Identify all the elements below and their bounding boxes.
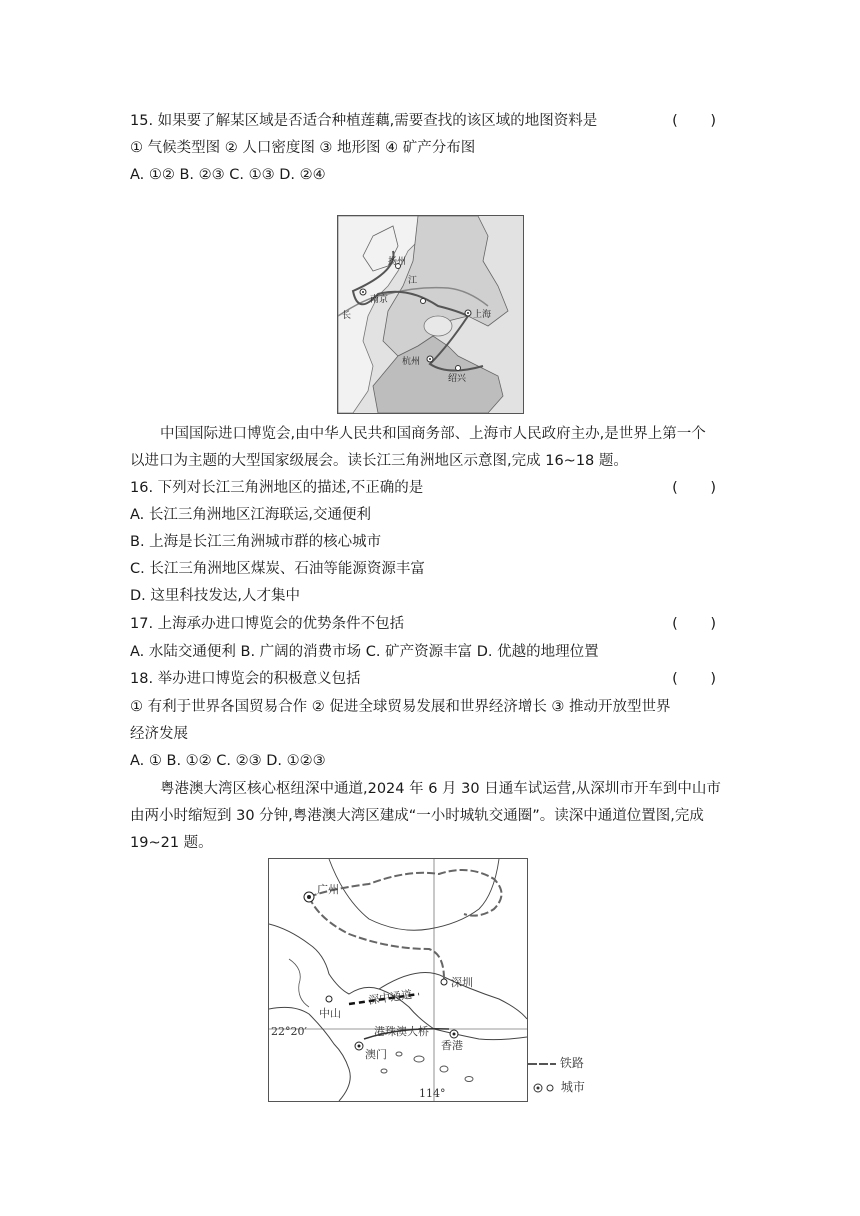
question-16-option-c: C. 长江三角洲地区煤炭、石油等能源资源丰富	[130, 561, 425, 577]
city-shaoxing-marker	[456, 366, 461, 371]
island	[440, 1066, 448, 1072]
question-16-option-a: A. 长江三角洲地区江海联运,交通便利	[130, 507, 371, 523]
intro-16-18-line1: 中国国际进口博览会,由中华人民共和国商务部、上海市人民政府主办,是世界上第一个	[160, 426, 706, 442]
city-nanjing-dot	[362, 291, 364, 293]
intro-19-21-line3: 19~21 题。	[130, 835, 213, 851]
question-18-stem	[130, 669, 730, 689]
label-longitude: 114°	[419, 1087, 446, 1100]
coastline-west	[269, 1007, 350, 1101]
yangtze-delta-map-svg	[338, 216, 523, 413]
city-hongkong-dot	[453, 1033, 456, 1036]
island	[465, 1077, 473, 1082]
taihu-lake	[424, 316, 452, 336]
river-outline	[329, 859, 499, 930]
label-chang: 长	[342, 311, 352, 321]
label-hangzhou: 杭州	[402, 357, 421, 367]
label-hongkong: 香港	[441, 1039, 463, 1052]
question-16-option-d: D. 这里科技发达,人才集中	[130, 588, 300, 604]
question-16-stem	[130, 478, 730, 498]
question-15-items: ① 气候类型图 ② 人口密度图 ③ 地形图 ④ 矿产分布图	[130, 140, 476, 156]
city-shenzhen-marker	[441, 979, 447, 985]
shenzhong-link-map	[268, 858, 528, 1102]
answer-bracket: ( )	[672, 480, 730, 496]
label-nanjing: 南京	[370, 295, 389, 305]
legend-city-label: 城市	[560, 1080, 585, 1094]
label-macau: 澳门	[365, 1048, 387, 1061]
question-text: 16. 下列对长江三角洲地区的描述,不正确的是	[130, 480, 424, 496]
label-shenzhen: 深圳	[451, 976, 473, 989]
question-17-options: A. 水陆交通便利 B. 广阔的消费市场 C. 矿产资源丰富 D. 优越的地理位置	[130, 644, 599, 660]
intro-19-21-line2: 由两小时缩短到 30 分钟,粤港澳大湾区建成“一小时城轨交通圈”。读深中通道位置图,完成	[130, 808, 704, 824]
legend-railway-label: 铁路	[559, 1056, 584, 1070]
question-text: 15. 如果要了解某区域是否适合种植莲藕,需要查找的该区域的地图资料是	[130, 113, 598, 129]
city-guangzhou-dot	[307, 895, 311, 899]
shenzhong-link-map-svg	[269, 859, 527, 1101]
city-macau-dot	[358, 1045, 361, 1048]
city-shanghai-dot	[467, 312, 469, 314]
question-16-option-b: B. 上海是长江三角洲城市群的核心城市	[130, 534, 382, 550]
label-jiang: 江	[408, 276, 418, 286]
question-text: 18. 举办进口博览会的积极意义包括	[130, 671, 361, 687]
label-shenzhong-link: 深中通道	[367, 987, 413, 1007]
yangtze-delta-map	[337, 215, 524, 414]
label-guangzhou: 广州	[317, 883, 339, 896]
label-zhongshan: 中山	[319, 1007, 341, 1020]
label-shanghai: 上海	[473, 310, 492, 320]
answer-bracket: ( )	[672, 616, 730, 632]
coastline-main	[269, 924, 527, 1040]
island	[381, 1069, 387, 1073]
railway-line	[309, 897, 444, 979]
railway-legend-icon	[528, 1059, 556, 1069]
island	[414, 1056, 424, 1062]
question-18-options: A. ① B. ①② C. ②③ D. ①②③	[130, 753, 326, 769]
answer-bracket: ( )	[672, 113, 730, 129]
city-hangzhou-dot	[429, 358, 431, 360]
question-18-items-line1: ① 有利于世界各国贸易合作 ② 促进全球贸易发展和世界经济增长 ③ 推动开放型世界	[130, 699, 671, 715]
river-west	[289, 959, 309, 1007]
city-zhongshan-marker	[326, 996, 332, 1002]
legend-railway	[528, 1054, 584, 1071]
intro-19-21-line1: 粤港澳大湾区核心枢纽深中通道,2024 年 6 月 30 日通车试运营,从深圳市开车到中山市	[160, 781, 721, 797]
question-15-options: A. ①② B. ②③ C. ①③ D. ②④	[130, 167, 326, 183]
label-hzm-bridge: 港珠澳大桥	[374, 1025, 429, 1038]
question-17-stem	[130, 614, 730, 634]
legend-city	[533, 1078, 585, 1095]
island	[396, 1052, 402, 1056]
label-yangzhou: 扬州	[388, 257, 407, 267]
question-text: 17. 上海承办进口博览会的优势条件不包括	[130, 616, 405, 632]
label-shaoxing: 绍兴	[448, 374, 467, 384]
question-18-items-line2: 经济发展	[130, 726, 188, 742]
city-marker	[421, 299, 426, 304]
answer-bracket: ( )	[672, 671, 730, 687]
city-legend-icon	[533, 1083, 557, 1093]
intro-16-18-line2: 以进口为主题的大型国家级展会。读长江三角洲地区示意图,完成 16~18 题。	[130, 453, 628, 469]
label-latitude: 22°20′	[271, 1025, 307, 1038]
question-15-stem	[130, 111, 730, 131]
